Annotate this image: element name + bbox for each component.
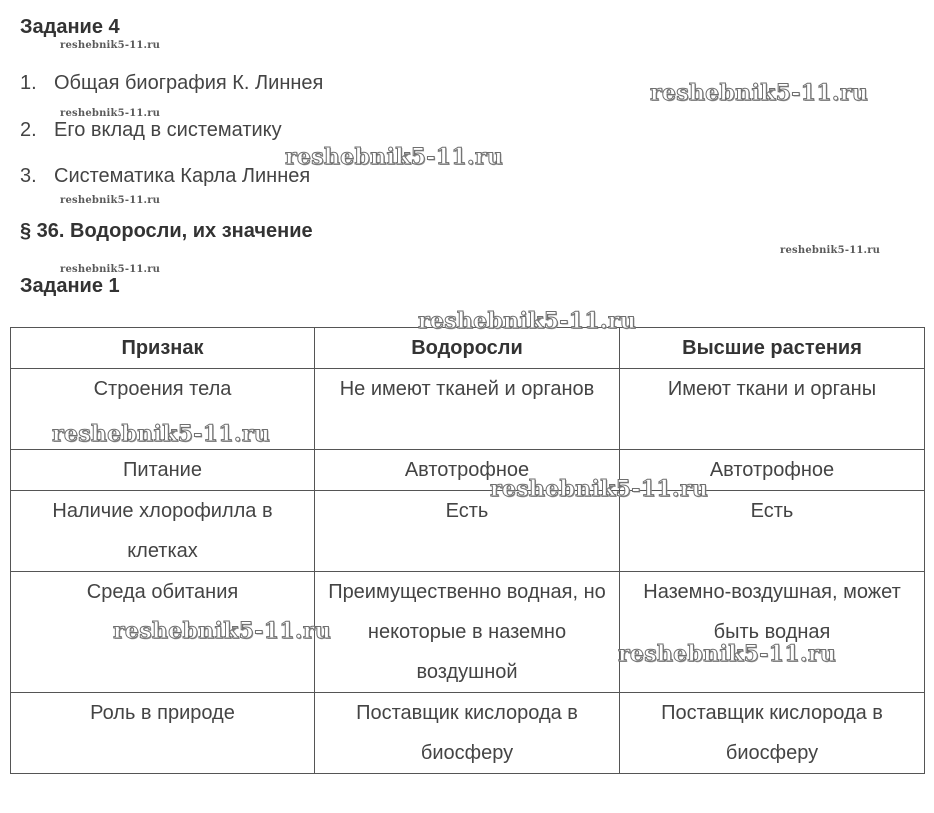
- table-cell: Питание: [11, 450, 315, 491]
- watermark-small: reshebnik5-11.ru: [60, 40, 161, 51]
- header-cell: Высшие растения: [620, 328, 925, 369]
- table-cell: Строения тела: [11, 369, 315, 450]
- comparison-table: [10, 327, 925, 774]
- watermark-large: reshebnik5-11.ru: [113, 618, 332, 644]
- watermark-large: reshebnik5-11.ru: [52, 421, 271, 447]
- table-row: [11, 693, 925, 774]
- list-item: [20, 72, 323, 95]
- table-cell: Наземно-воздушная, может быть водная: [620, 572, 925, 693]
- watermark-small: reshebnik5-11.ru: [60, 264, 161, 275]
- table-row: [11, 450, 925, 491]
- table-cell: Есть: [315, 491, 620, 572]
- list-item: [20, 165, 310, 188]
- table-cell: Имеют ткани и органы: [620, 369, 925, 450]
- table-row: [11, 491, 925, 572]
- table-header-row: [11, 328, 925, 369]
- table-cell: Роль в природе: [11, 693, 315, 774]
- watermark-large: reshebnik5-11.ru: [618, 641, 837, 667]
- list-text: Систематика Карла Линнея: [54, 165, 311, 187]
- watermark-small: reshebnik5-11.ru: [780, 245, 881, 256]
- section-heading: § 36. Водоросли, их значение: [20, 220, 313, 242]
- header-cell: Водоросли: [315, 328, 620, 369]
- watermark-large: reshebnik5-11.ru: [490, 476, 709, 502]
- table-cell: Наличие хлорофилла в клетках: [11, 491, 315, 572]
- watermark-small: reshebnik5-11.ru: [60, 108, 161, 119]
- watermark-small: reshebnik5-11.ru: [60, 195, 161, 206]
- list-text: Его вклад в систематику: [54, 119, 282, 141]
- table-cell: Среда обитания: [11, 572, 315, 693]
- table-cell: Поставщик кислорода в биосферу: [620, 693, 925, 774]
- table-cell: Автотрофное: [315, 450, 620, 491]
- watermark-large: reshebnik5-11.ru: [650, 80, 869, 106]
- list-number: 2.: [20, 119, 37, 141]
- watermark-large: reshebnik5-11.ru: [418, 308, 637, 334]
- table-cell: Есть: [620, 491, 925, 572]
- table-cell: Поставщик кислорода в биосферу: [315, 693, 620, 774]
- table-cell: Автотрофное: [620, 450, 925, 491]
- list-number: 3.: [20, 165, 37, 187]
- task1-heading: Задание 1: [20, 275, 120, 297]
- table-cell: Не имеют тканей и органов: [315, 369, 620, 450]
- list-item: [20, 119, 282, 142]
- header-cell: Признак: [11, 328, 315, 369]
- watermark-large: reshebnik5-11.ru: [285, 144, 504, 170]
- list-number: 1.: [20, 72, 37, 94]
- table-cell: Преимущественно водная, но некоторые в наземно воздушной: [315, 572, 620, 693]
- table-row: [11, 572, 925, 693]
- task4-heading: Задание 4: [20, 16, 120, 38]
- list-text: Общая биография К. Линнея: [54, 72, 324, 94]
- table-row: [11, 369, 925, 450]
